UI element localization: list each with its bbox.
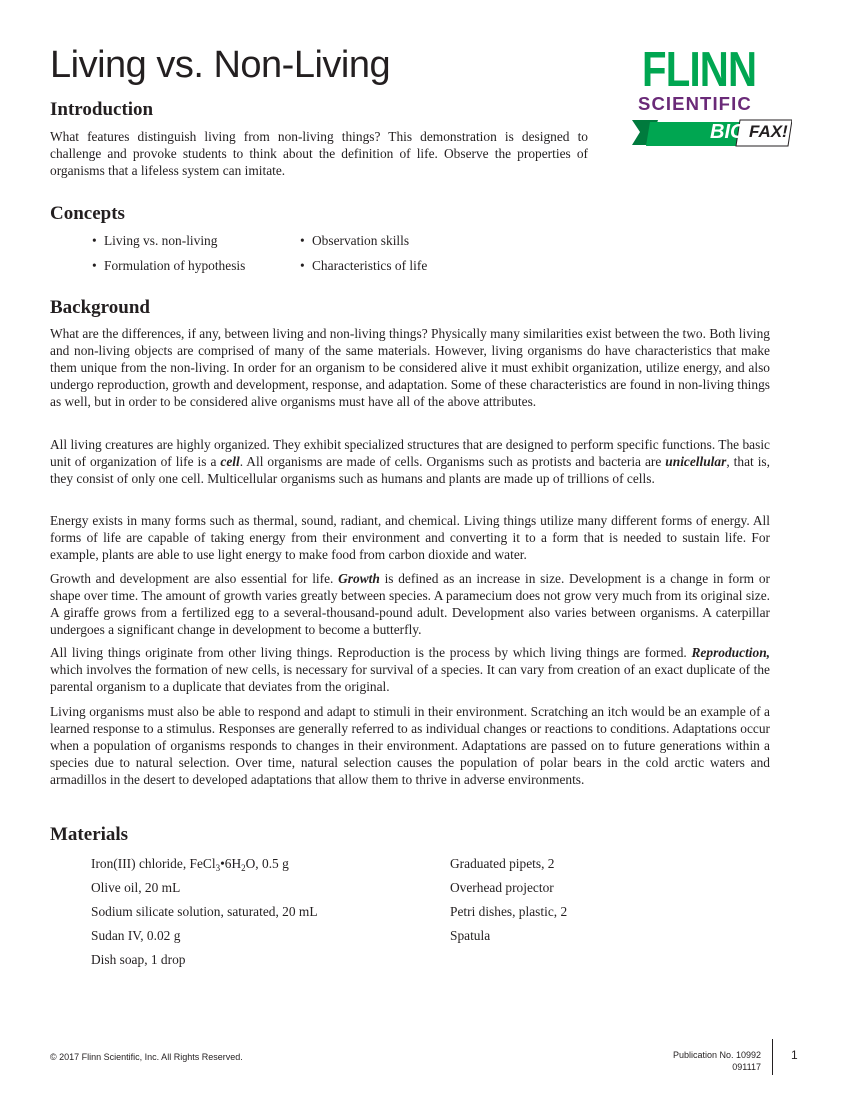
material-item: Olive oil, 20 mL: [91, 880, 181, 895]
term-growth: Growth: [338, 571, 380, 586]
background-paragraph-2: [50, 436, 770, 487]
concept-item: • Living vs. non-living: [92, 233, 218, 248]
page-title: Living vs. Non-Living: [50, 44, 391, 86]
background-paragraph-4: [50, 570, 770, 638]
text-run: •6H: [220, 856, 242, 871]
text-run: , that is, they consist of only one cell. Multicellular organisms such as humans and plants are made up of trillions of cells.: [50, 454, 770, 486]
footer-publication: [673, 1049, 761, 1073]
publication-code: 091117: [732, 1062, 761, 1072]
introduction-text: What features distinguish living from non-living things? This demonstration is designed to challenge and provoke students to think about the definition of life. Observe the properties of organisms that a lifeless system can imitate.: [50, 129, 588, 178]
term-reproduction: Reproduction,: [691, 645, 770, 660]
concept-item: • Formulation of hypothesis: [92, 258, 246, 273]
material-item: Graduated pipets, 2: [450, 856, 555, 871]
concept-item-text: Characteristics of life: [312, 258, 428, 273]
material-item: Spatula: [450, 928, 491, 943]
term-unicellular: unicellular: [665, 454, 727, 469]
subscript: 3: [215, 863, 221, 873]
text-run: Growth and development are also essential for life.: [50, 571, 339, 586]
concepts-heading: Concepts: [50, 203, 125, 224]
concept-item-text: Formulation of hypothesis: [104, 258, 246, 273]
material-item: Dish soap, 1 drop: [91, 952, 186, 967]
logo-flinn-text: FLINN: [642, 43, 757, 97]
background-paragraph-5: [50, 644, 770, 695]
material-item: Petri dishes, plastic, 2: [450, 904, 568, 919]
text-run: All living creatures are highly organized. They exhibit specialized structures that are designed to perform specific functions. The basic unit of organization of life is a: [50, 437, 770, 469]
concept-item-text: Living vs. non-living: [104, 233, 218, 248]
text-run: All living things originate from other living things. Reproduction is the process by which living things are formed.: [50, 645, 692, 660]
material-item: Sodium silicate solution, saturated, 20 mL: [91, 904, 318, 919]
concept-item: • Characteristics of life: [300, 258, 428, 273]
text-run: is defined as an increase in size. Development is a change in form or shape over time. The amount of growth varies greatly between species. A paramecium does not grow very much from its original size. A giraffe grows from a fertilized egg to a several-thousand-pound adult. Development also varies between organisms. A caterpillar undergoes a significant change in development to become a butterfly.: [50, 571, 770, 637]
introduction-heading: Introduction: [50, 99, 154, 120]
materials-heading: Materials: [50, 824, 129, 845]
text-run: which involves the formation of new cells, is necessary for survival of a species. It can vary from creation of an exact duplicate of the parental organism to a duplicate that deviates from the original.: [50, 662, 770, 694]
term-cell: cell: [220, 454, 240, 469]
background-paragraph-1: What are the differences, if any, between living and non-living things? Physically many similarities exist between the two. Both living and non-living objects are comprised of many of the same materials. However, living organisms do have characteristics that make them unique from the non-living. In order for an organism to be considered alive it must exhibit organization, utilize energy, and also undergo reproduction, growth and development, response, and adaptation. Some of these characteristics are found in non-living things as well, but in order to be considered alive organisms must have all of the above attributes.: [50, 326, 770, 409]
page-number: 1: [791, 1048, 798, 1062]
background-heading: Background: [50, 297, 150, 318]
material-item: [91, 855, 289, 872]
logo-bio-text: BIO: [710, 121, 746, 143]
logo-scientific-text: SCIENTIFIC: [638, 93, 752, 114]
logo-fax-text: FAX!: [749, 122, 788, 141]
concept-item-text: Observation skills: [312, 233, 410, 248]
material-item: Overhead projector: [450, 880, 554, 895]
background-paragraph-6: Living organisms must also be able to respond and adapt to stimuli in their environment. Scratching an itch would be an example of a learned response to a stimulus. Responses are generally referred to as individual changes or reactions to conditions. Adaptations occur when a population of organisms responds to changes in their environment. Adaptations are passed on to future generations within a species due to natural selection. Over time, natural selection causes the population of polar bears in the cold arctic waters and armadillos in the desert to developed adaptations that allow them to thrive in adverse environments.: [50, 704, 770, 787]
publication-number: Publication No. 10992: [672, 1050, 761, 1060]
footer-divider: [772, 1039, 773, 1075]
material-item: Sudan IV, 0.02 g: [91, 928, 181, 943]
text-run: . All organisms are made of cells. Organisms such as protists and bacteria are: [239, 454, 666, 469]
footer-copyright: © 2017 Flinn Scientific, Inc. All Rights Reserved.: [50, 1052, 243, 1062]
subscript: 2: [241, 863, 246, 873]
flinn-bio-fax-logo: [632, 44, 802, 156]
background-paragraph-3: Energy exists in many forms such as thermal, sound, radiant, and chemical. Living things utilize many different forms of energy. All forms of life are capable of taking energy from their environment and converting it to a form that is needed to sustain life. For example, plants are able to use light energy to make food from carbon dioxide and water.: [50, 513, 770, 562]
concept-item: • Observation skills: [300, 233, 410, 248]
text-run: Iron(III) chloride, FeCl: [91, 856, 216, 871]
text-run: O, 0.5 g: [245, 856, 289, 871]
